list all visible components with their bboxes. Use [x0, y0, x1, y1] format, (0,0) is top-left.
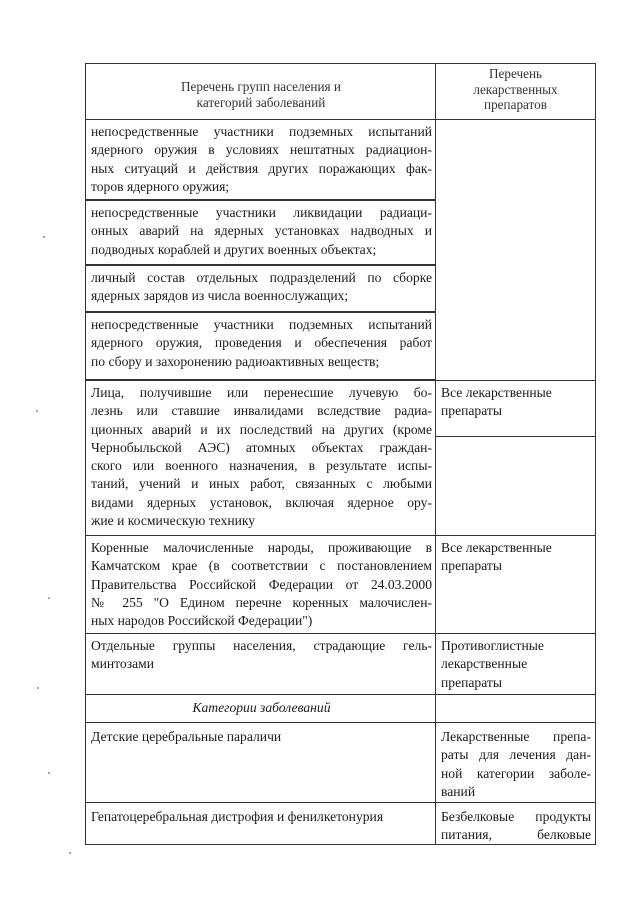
table-row — [85, 802, 436, 845]
row4-line: видами ядерных установок, включая ядерное ору- — [91, 494, 432, 510]
row8-drugs-line: ной категории заболе- — [441, 765, 591, 781]
table-row — [85, 633, 436, 695]
header-groups-line2: категорий заболеваний — [196, 94, 326, 110]
row6-line: минтозами — [91, 656, 154, 672]
row8-drugs-line: Лекарственные препа- — [441, 729, 591, 744]
section-title-row — [85, 694, 436, 723]
row3-line: непосредственные участники подземных испытаний — [91, 317, 432, 332]
row2-line: ядерных зарядов из числа военнослужащих; — [91, 288, 349, 304]
drugs-cell — [435, 802, 596, 845]
header-cell-drugs — [435, 63, 596, 120]
table-row — [85, 119, 436, 200]
row1-line: непосредственные участники ликвидации радиаци- — [91, 205, 432, 220]
row0-line: ядерного оружия в условиях нештатных радиацион- — [91, 142, 432, 158]
scan-speck — [48, 772, 50, 774]
header-drugs-line3: препаратов — [484, 97, 547, 113]
header-cell-groups — [85, 63, 436, 120]
row4-drugs-line: Все лекарственные — [441, 385, 552, 400]
row4-line: Лица, получившие или перенесшие лучевую бо- — [91, 385, 432, 400]
scan-speck — [69, 852, 71, 854]
row1-line: подводных кораблей и других военных объектах; — [91, 241, 377, 257]
drugs-cell — [435, 380, 596, 536]
row9-line: Гепатоцеребральная дистрофия и фенилкетонурия — [91, 809, 384, 824]
drugs-cell — [435, 633, 596, 695]
row5-line: Правительства Российской Федерации от 24.03.2000 — [91, 576, 432, 592]
row4-line: Чернобыльской АЭС) атомных объектах граждан- — [91, 439, 432, 455]
row6-drugs-line: препараты — [441, 674, 502, 690]
header-groups-line1: Перечень групп населения и — [181, 79, 341, 94]
row0-line: непосредственные участники подземных испытаний — [91, 124, 432, 139]
row8-line: Детские церебральные параличи — [91, 729, 282, 744]
table-header-row — [85, 63, 596, 119]
row9-drugs-line: Безбелковые продукты — [441, 809, 591, 824]
row4-line: ционных аварий и их последствий на других (кроме — [91, 421, 432, 437]
row5-line: ных народов Российской Федерации") — [91, 613, 313, 629]
row2-line: личный состав отдельных подразделений по сборке — [91, 270, 432, 285]
row4-line: лезнь или ставшие инвалидами вследствие радиа- — [91, 403, 432, 419]
row5-drugs-line: препараты — [441, 558, 502, 574]
header-drugs-line1: Перечень — [488, 66, 543, 81]
drugs-cell — [435, 722, 596, 803]
row5-drugs-line: Все лекарственные — [441, 540, 552, 555]
table-row — [85, 535, 436, 634]
row1-line: онных аварий на ядерных установках надводных и — [91, 223, 432, 239]
row9-drugs-line: питания, белковые — [441, 827, 591, 843]
row5-line: № 255 "О Едином перечне коренных малочислен- — [91, 594, 432, 610]
table-row — [85, 200, 436, 265]
row3-line: по сбору и захоронению радиоактивных веществ; — [91, 353, 380, 369]
row8-drugs-line: раты для лечения дан- — [441, 747, 591, 763]
row4-line: ского или военного назначения, в результате испы- — [91, 458, 432, 474]
row3-line: ядерного оружия, проведения и обеспечения работ — [91, 335, 432, 351]
scan-speck — [36, 410, 38, 412]
drugs-cell — [435, 535, 596, 634]
row0-line: ных ситуаций и действия других поражающих фак- — [91, 160, 432, 176]
row5-line: Коренные малочисленные народы, проживающие в — [91, 540, 432, 555]
row6-line: Отдельные группы населения, страдающие гель- — [91, 638, 432, 653]
table-row — [85, 312, 436, 380]
row4-line: таний, учений и иных работ, связанных с любыми — [91, 476, 432, 492]
section-title: Категории заболеваний — [192, 700, 331, 715]
scan-speck — [43, 236, 45, 238]
table-row — [85, 380, 436, 536]
row6-drugs-line: Противоглистные — [441, 638, 544, 653]
row6-drugs-line: лекарственные — [441, 656, 528, 672]
scan-speck — [48, 597, 50, 599]
row5-line: Камчатском крае (в соответствии с постановлением — [91, 558, 432, 574]
row4-line: жие и космическую технику — [91, 513, 256, 529]
row8-drugs-line: ваний — [441, 783, 476, 799]
table-row — [85, 265, 436, 312]
scan-speck — [37, 687, 39, 689]
row0-line: торов ядерного оружия; — [91, 178, 230, 194]
header-drugs-line2: лекарственных — [473, 81, 558, 97]
drugs-cell — [435, 694, 596, 723]
table-row — [85, 722, 436, 803]
row4-drugs-line: препараты — [441, 403, 502, 419]
